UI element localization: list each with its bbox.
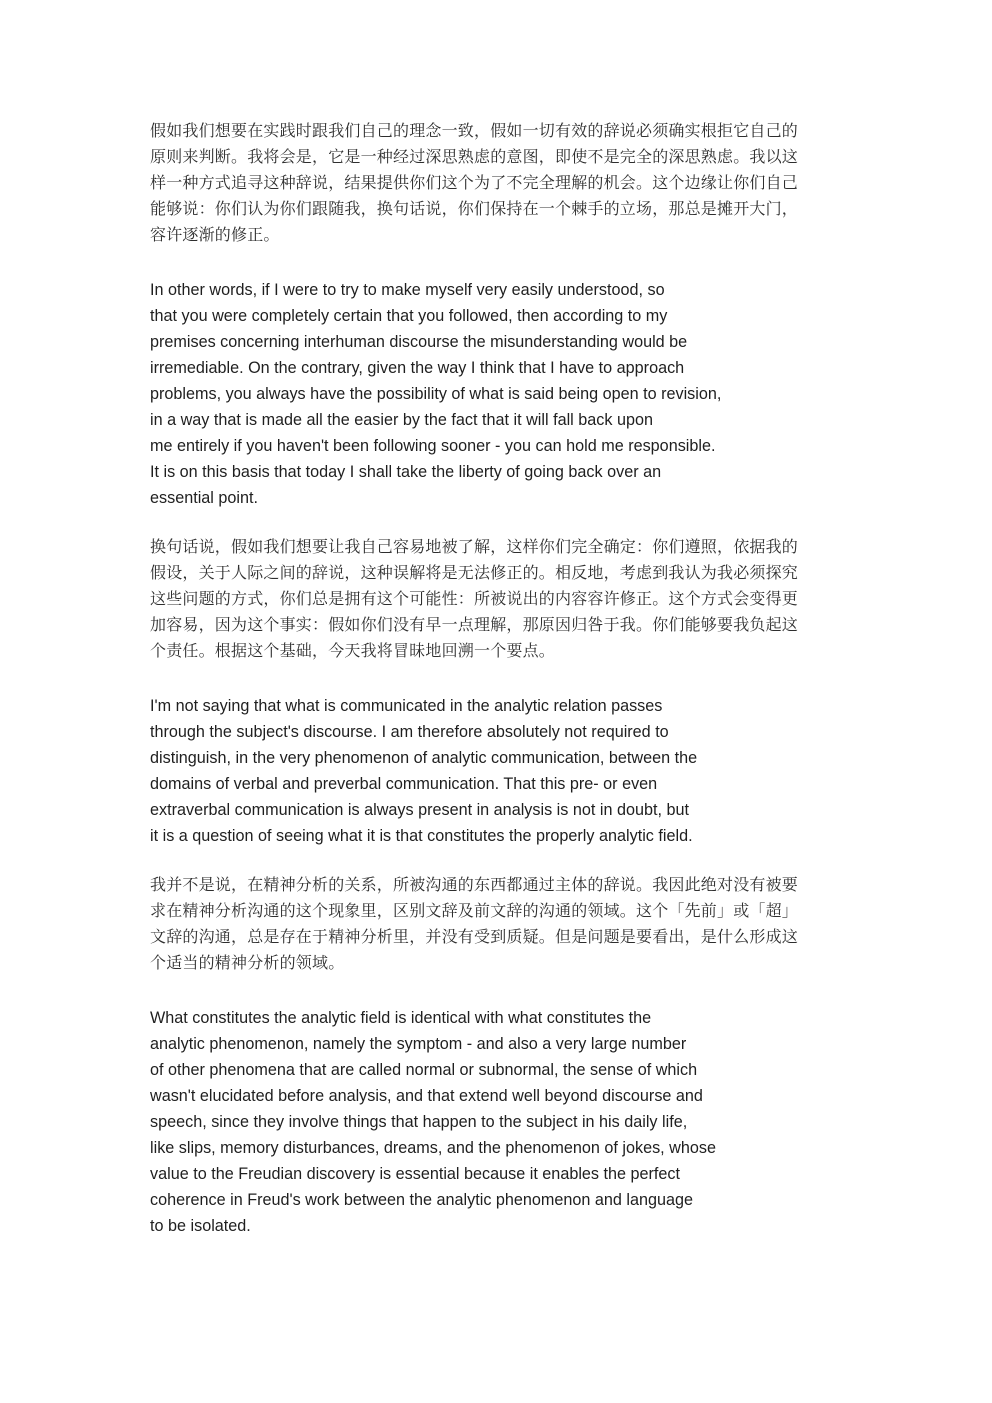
paragraph-en-2: I'm not saying that what is communicated in the analytic relation passes through the subject's discourse. I am therefore absolutely not required to distinguish, in the very phenomenon of analytic communication, between the domains of verbal and preverbal communication. That this pre- or even extraverbal communication is always present in analysis is not in doubt, but it is a question of seeing what it is that constitutes the properly analytic field. (150, 697, 698, 845)
paragraph-zh-2: 换句话说，假如我们想要让我自己容易地被了解，这样你们完全确定：你们遵照，依据我的 假设，关于人际之间的辞说，这种误解将是无法修正的。相反地，考虑到我认为我必须探究 这些问题的方式，你们总是拥有这个可能性：所被说出的内容容许修正。这个方式会变得更 加容易，因为这个事实：假如你们没有早一点理解，那原因归咎于我。你们能够要我负起这 个责任。根据这个基础，今天我将冒昧地回溯一个要点。 (150, 537, 799, 660)
paragraph-zh-1: 假如我们想要在实践时跟我们自己的理念一致，假如一切有效的辞说必须确实根拒它自己的 原则来判断。我将会是，它是一种经过深思熟虑的意图，即使不是完全的深思熟虑。我以这 样一种方式追寻这种辞说，结果提供你们这个为了不完全理解的机会。这个边缘让你们自己 能够说：你们认为你们跟随我，换句话说，你们保持在一个棘手的立场，那总是摊开大门， 容许逐渐的修正。 (150, 121, 799, 244)
paragraph-en-1: In other words, if I were to try to make myself very easily understood, so that you were completely certain that you followed, then according to my premises concerning interhuman discourse the misunderstanding would be irremediable. On the contrary, given the way I think that I have to approach problems, you always have the possibility of what is said being open to revision, in a way that is made all the easier by the fact that it will fall back upon me entirely if you haven't been following sooner - you can hold me responsible. It is on this basis that today I shall take the liberty of going back over an essential point. (150, 281, 722, 507)
paragraph-zh-3: 我并不是说，在精神分析的关系，所被沟通的东西都通过主体的辞说。我因此绝对没有被要 求在精神分析沟通的这个现象里，区别文辞及前文辞的沟通的领域。这个「先前」或「超」 文辞的沟通，总是存在于精神分析里，并没有受到质疑。但是问题是要看出，是什么形成这 个适当的精神分析的领域。 (150, 875, 799, 972)
paragraph-en-3: What constitutes the analytic field is identical with what constitutes the analytic phenomenon, namely the symptom - and also a very large number of other phenomena that are called normal or subnormal, the sense of which wasn't elucidated before analysis, and that extend well beyond discourse and speech, since they involve things that happen to the subject in his daily life, like slips, memory disturbances, dreams, and the phenomenon of jokes, whose value to the Freudian discovery is essential because it enables the perfect coherence in Freud's work between the analytic phenomenon and language to be isolated. (150, 1009, 716, 1235)
